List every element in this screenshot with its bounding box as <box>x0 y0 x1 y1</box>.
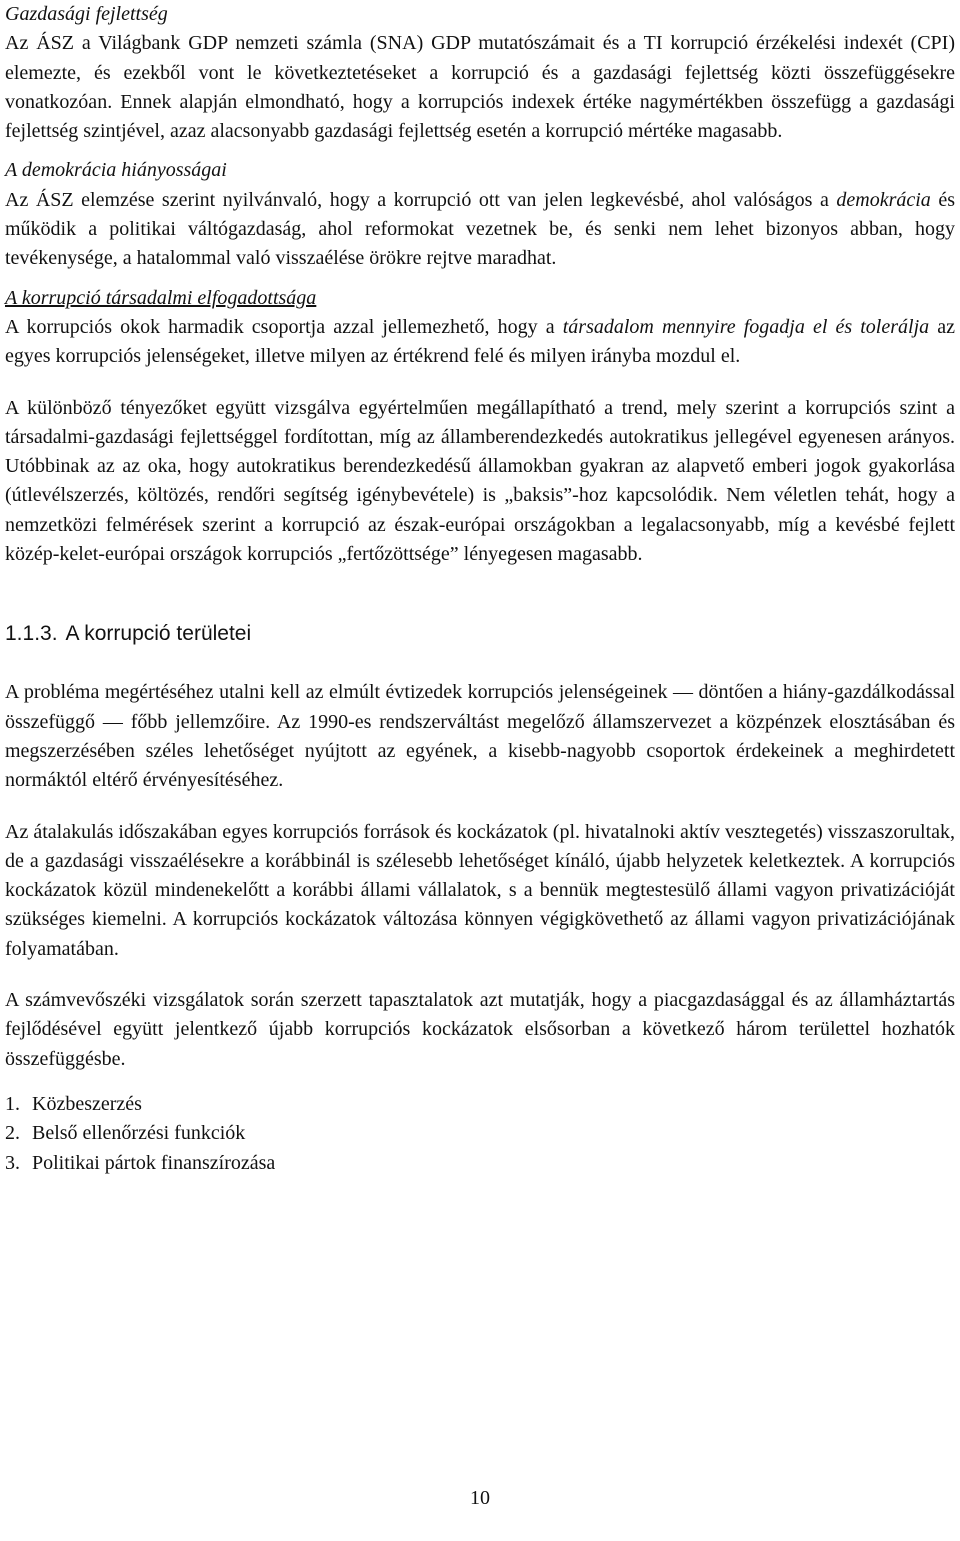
paragraph-demokracia <box>5 186 955 274</box>
paragraph-szamvevoszeki: A számvevőszéki vizsgálatok során szerzett tapasztalatok azt mutatják, hogy a piacgazdasággal és az államháztartás fejlődésével együtt jelentkező újabb korrupciós kockázatok elsősorban a következő három területtel hozhatók összefüggésbe. <box>5 989 955 1070</box>
section-heading <box>5 619 955 648</box>
section-title: A korrupció területei <box>65 622 252 646</box>
paragraph-demokracia-part1: Az ÁSZ elemzése szerint nyilvánvaló, hogy a korrupció ott van jelen legkevésbé, ahol valóságos a <box>5 188 837 211</box>
subsection-title-demokracia: A demokrácia hiányosságai <box>5 159 227 182</box>
paragraph-elfogadottsag-part2: az egyes korrupciós jelenségeket, illetve milyen az értékrend felé és milyen irányba mozdul el. <box>5 315 955 368</box>
list-item-number: 1. <box>5 1092 20 1115</box>
paragraph-atalakulas: Az átalakulás időszakában egyes korrupciós források és kockázatok (pl. hivatalnoki aktív vesztegetés) visszaszorultak, de a gazdasági visszaélésekre a korábbinál is szélesebb lehetőséget kínáló, újabb helyzetek keletkeztek. A korrupciós kockázatok közül mindenekelőtt a korábbi állami vállalatok, s a bennük megtestesülő állami vagyon privatizációját szükséges kiemelni. A korrupciós kockázatok változása könnyen végigkövethető az állami vagyon privatizációjának folyamatában. <box>5 820 955 960</box>
emphasis-demokracia: demokrácia <box>836 188 931 211</box>
page-number: 10 <box>470 1487 490 1509</box>
list-item-text: Belső ellenőrzési funkciók <box>32 1122 246 1145</box>
list-item <box>5 1119 955 1148</box>
paragraph-tenyezok: A különböző tényezőket együtt vizsgálva egyértelműen megállapítható a trend, mely szerint a korrupciós szint a társadalmi-gazdasági fejlettséggel fordítottan, míg az államberendezkedés autokratikus jellegével egyenesen arányos. Utóbbinak az az oka, hogy autokratikus berendezkedésű államokban gyakran az alapvető emberi jogok gyakorlása (útlevélszerzés, költözés, rendőri segítség igénybevétele) is „baksis”-hoz kapcsolódik. Nem véletlen tehát, hogy a nemzetközi felmérések szerint a korrupció az észak-európai országokban a legalacsonyabb, míg a kevésbé fejlett közép-kelet-európai országok korrupciós „fertőzöttsége” lényegesen magasabb. <box>5 396 955 566</box>
list-item <box>5 1149 955 1178</box>
paragraph-gazdasagi: Az ÁSZ a Világbank GDP nemzeti számla (SNA) GDP mutatószámait és a TI korrupció érzékelési indexét (CPI) elemezte, és ezekből vont le következtetéseket a korrupció és a gazdasági fejlettség közti összefüggésekre vonatkozóan. Ennek alapján elmondható, hogy a korrupciós indexek értéke nagymértékben összefügg a gazdasági fejlettség szintjével, azaz alacsonyabb gazdasági fejlettség esetén a korrupció mértéke magasabb. <box>5 32 955 143</box>
emphasis-elfogadottsag: társadalom mennyire fogadja el és tolerálja <box>562 315 930 338</box>
numbered-list <box>5 1090 955 1178</box>
list-item-text: Politikai pártok finanszírozása <box>32 1151 276 1174</box>
paragraph-demokracia-part2: és működik a politikai váltógazdaság, ahol reformokat vezetnek be, és senki nem lehet bizonyos abban, hogy tevékenysége, a hatalommal való visszaélése örökre rejtve maradhat. <box>5 188 955 270</box>
list-item-number: 3. <box>5 1151 20 1174</box>
paragraph-elfogadottsag <box>5 313 955 372</box>
paragraph-elfogadottsag-part1: A korrupciós okok harmadik csoportja azzal jellemezhető, hogy a <box>5 315 563 338</box>
document-page <box>5 0 955 1178</box>
subsection-title-elfogadottsag: A korrupció társadalmi elfogadottsága <box>5 286 317 309</box>
paragraph-problema: A probléma megértéséhez utalni kell az elmúlt évtizedek korrupciós jelenségeinek — döntően a hiány-gazdálkodással összefüggő — főbb jellemzőire. Az 1990-es rendszerváltást megelőző államszervezet a közpénzek elosztásában és megszerzésében széles lehetőséget nyújtott az egyének, a kisebb-nagyobb csoportok érdekeinek a meghirdetett normáktól eltérő érvényesítéséhez. <box>5 681 955 792</box>
list-item <box>5 1090 955 1119</box>
list-item-text: Közbeszerzés <box>32 1092 142 1115</box>
section-number: 1.1.3. <box>5 622 58 646</box>
subsection-title-gazdasagi: Gazdasági fejlettség <box>5 3 168 25</box>
list-item-number: 2. <box>5 1122 20 1145</box>
